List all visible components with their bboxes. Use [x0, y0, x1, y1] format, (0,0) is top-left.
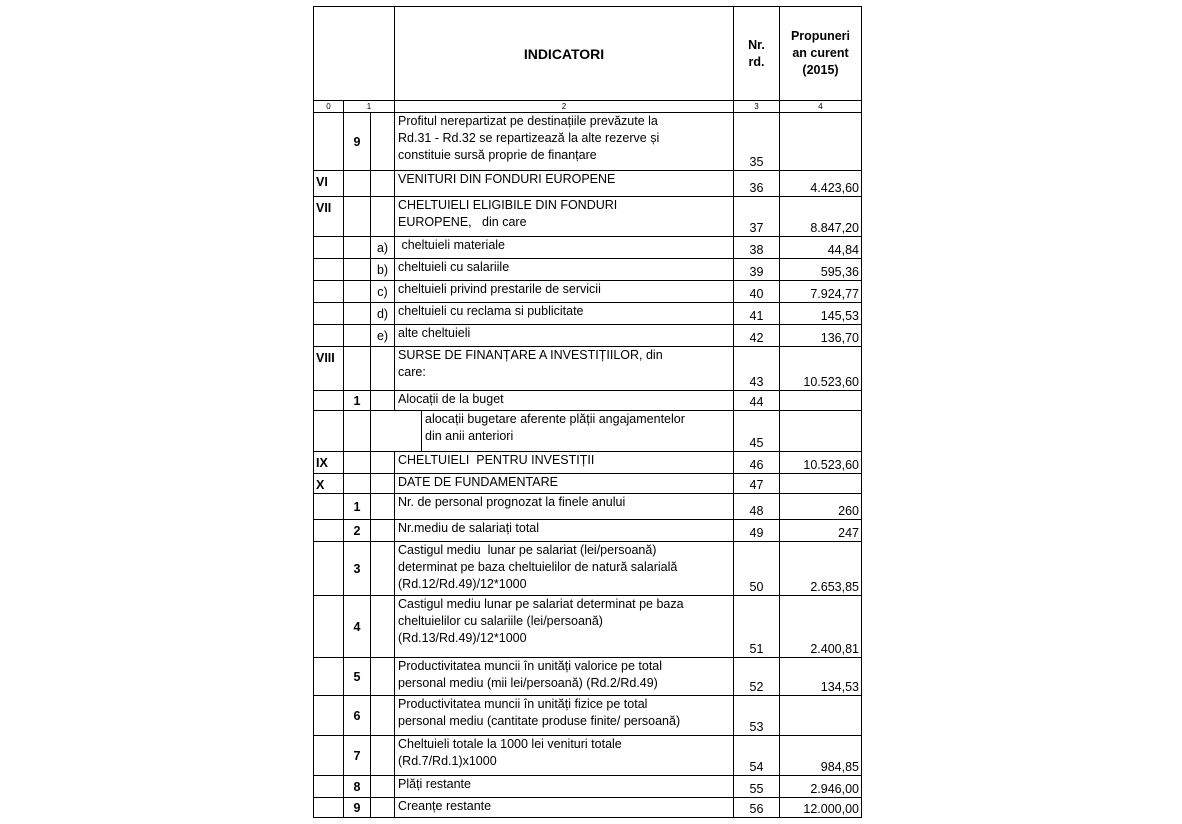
roman-numeral-cell: [314, 391, 344, 411]
table-row: [314, 542, 862, 596]
indicator-text-line: Rd.31 - Rd.32 se repartizează la alte rezerve și: [398, 131, 660, 145]
item-number-cell: 9: [344, 798, 371, 818]
roman-numeral-cell: [314, 798, 344, 818]
indicator-text-cell: [395, 237, 734, 259]
value-cell: 10.523,60: [780, 347, 862, 391]
value-cell: 12.000,00: [780, 798, 862, 818]
indicator-text-line: Cheltuieli totale la 1000 lei venituri totale: [398, 737, 622, 751]
column-index-row: [314, 101, 862, 113]
indicator-text-line: EUROPENE, din care: [398, 215, 527, 229]
header-rd-line: rd.: [748, 54, 765, 69]
sub-letter-cell: [371, 494, 395, 520]
sub-letter-cell: [371, 596, 395, 658]
row-number-cell: 49: [734, 520, 780, 542]
value-cell: [780, 113, 862, 171]
item-number-cell: [344, 303, 371, 325]
item-number-cell: [344, 474, 371, 494]
value-cell: [780, 411, 862, 452]
column-index-0: 0: [314, 101, 344, 113]
column-index-4: 4: [780, 101, 862, 113]
sub-letter-cell: d): [371, 303, 395, 325]
indicator-text-cell: [371, 411, 734, 452]
table-row: [314, 391, 862, 411]
indicator-text-cell: [395, 494, 734, 520]
table-row: [314, 696, 862, 736]
indicator-text-line: Productivitatea muncii în unități valorice pe total: [398, 659, 663, 673]
sub-letter-cell: [371, 542, 395, 596]
sub-letter-cell: b): [371, 259, 395, 281]
indicator-text-cell: [395, 391, 734, 411]
table-row: [314, 798, 862, 818]
row-number-cell: 35: [734, 113, 780, 171]
roman-numeral-cell: VI: [314, 171, 344, 197]
sub-letter-cell: c): [371, 281, 395, 303]
indicator-text-line: care:: [398, 365, 426, 379]
item-number-cell: 1: [344, 494, 371, 520]
item-number-cell: [344, 171, 371, 197]
sub-letter-cell: [371, 113, 395, 171]
indicator-text-line: Creanțe restante: [398, 799, 492, 813]
table-row: [314, 411, 862, 452]
indicator-text-cell: [395, 736, 734, 776]
item-number-cell: [344, 237, 371, 259]
indicator-text-line: cheltuieli cu reclama si publicitate: [398, 304, 584, 318]
indicator-text-line: Plăți restante: [398, 777, 471, 791]
header-nr-line: Nr.: [748, 37, 765, 52]
table-row: [314, 113, 862, 171]
sub-letter-cell: e): [371, 325, 395, 347]
indicator-text-cell: [395, 113, 734, 171]
indicator-text-line: cheltuielilor cu salariile (lei/persoană): [398, 614, 603, 628]
indicator-text-line: (Rd.13/Rd.49)/12*1000: [398, 631, 527, 645]
indicator-text-line: Nr.mediu de salariați total: [398, 521, 540, 535]
indicator-text-cell: [395, 596, 734, 658]
value-cell: 134,53: [780, 658, 862, 696]
indicator-text-line: cheltuieli privind prestarile de servicii: [398, 282, 601, 296]
value-cell: 2.946,00: [780, 776, 862, 798]
item-number-cell: [344, 281, 371, 303]
roman-numeral-cell: [314, 736, 344, 776]
indicator-text-line: SURSE DE FINANȚARE A INVESTIȚIILOR, din: [398, 348, 663, 362]
roman-numeral-cell: [314, 542, 344, 596]
roman-numeral-cell: [314, 303, 344, 325]
indicators-table: [313, 6, 862, 818]
indicator-text-line: personal mediu (cantitate produse finite/ persoană): [398, 714, 681, 728]
column-index-1: 1: [344, 101, 395, 113]
roman-numeral-cell: IX: [314, 452, 344, 474]
value-cell: 136,70: [780, 325, 862, 347]
item-number-cell: 4: [344, 596, 371, 658]
table-row: [314, 347, 862, 391]
indicator-text-line: (Rd.7/Rd.1)x1000: [398, 754, 497, 768]
roman-numeral-cell: [314, 259, 344, 281]
indicator-text-line: Productivitatea muncii în unități fizice pe total: [398, 697, 648, 711]
value-cell: 984,85: [780, 736, 862, 776]
indicator-text-line: alte cheltuieli: [398, 326, 471, 340]
header-row: [314, 7, 862, 101]
row-number-cell: 52: [734, 658, 780, 696]
sub-letter-cell: [371, 171, 395, 197]
item-number-cell: [344, 452, 371, 474]
sub-letter-cell: [371, 696, 395, 736]
indicator-text-cell: [395, 798, 734, 818]
table-row: [314, 303, 862, 325]
roman-numeral-cell: [314, 520, 344, 542]
value-cell: 8.847,20: [780, 197, 862, 237]
sub-letter-cell: [371, 197, 395, 237]
item-number-cell: [344, 259, 371, 281]
indicator-text-cell: [395, 452, 734, 474]
roman-numeral-cell: [314, 494, 344, 520]
roman-numeral-cell: [314, 411, 344, 452]
value-cell: 7.924,77: [780, 281, 862, 303]
indicator-text-line: DATE DE FUNDAMENTARE: [398, 475, 558, 489]
sub-letter-cell: [371, 347, 395, 391]
indicator-text-cell: [395, 776, 734, 798]
row-number-cell: 38: [734, 237, 780, 259]
item-number-cell: 8: [344, 776, 371, 798]
row-number-cell: 56: [734, 798, 780, 818]
row-number-cell: 36: [734, 171, 780, 197]
indicator-text-line: Castigul mediu lunar pe salariat determinat pe baza: [398, 597, 684, 611]
table-row: [314, 452, 862, 474]
indicator-text-cell: [395, 520, 734, 542]
row-number-cell: 50: [734, 542, 780, 596]
row-number-cell: 45: [734, 411, 780, 452]
indicator-text-cell: [395, 696, 734, 736]
row-number-cell: 40: [734, 281, 780, 303]
table-row: [314, 658, 862, 696]
row-number-cell: 54: [734, 736, 780, 776]
item-number-cell: 5: [344, 658, 371, 696]
header-propuneri-line-2: an curent: [792, 46, 849, 60]
sub-letter-cell: [371, 776, 395, 798]
table-row: [314, 474, 862, 494]
table-row: [314, 259, 862, 281]
indicator-text-cell: [395, 303, 734, 325]
value-cell: [780, 474, 862, 494]
item-number-cell: [344, 325, 371, 347]
sub-letter-cell: [371, 798, 395, 818]
indicator-text-cell: [395, 542, 734, 596]
indent-spacer: [371, 411, 422, 451]
table-row: [314, 171, 862, 197]
header-propuneri-line-3: (2015): [802, 63, 839, 77]
row-number-cell: 55: [734, 776, 780, 798]
value-cell: 44,84: [780, 237, 862, 259]
indicator-text-cell: [395, 197, 734, 237]
value-cell: 247: [780, 520, 862, 542]
roman-numeral-cell: [314, 596, 344, 658]
row-number-cell: 48: [734, 494, 780, 520]
row-number-cell: 39: [734, 259, 780, 281]
value-cell: 4.423,60: [780, 171, 862, 197]
column-index-3: 3: [734, 101, 780, 113]
value-cell: 2.400,81: [780, 596, 862, 658]
item-number-cell: 7: [344, 736, 371, 776]
column-index-2: 2: [395, 101, 734, 113]
value-cell: 595,36: [780, 259, 862, 281]
sub-letter-cell: [371, 658, 395, 696]
indicator-text-cell: [395, 171, 734, 197]
item-number-cell: [344, 197, 371, 237]
roman-numeral-cell: [314, 113, 344, 171]
indicator-text-block: [422, 411, 688, 451]
indicator-text-line: cheltuieli cu salariile: [398, 260, 510, 274]
table-row: [314, 281, 862, 303]
row-number-cell: 46: [734, 452, 780, 474]
header-blank-cell: [314, 7, 395, 101]
row-number-cell: 41: [734, 303, 780, 325]
row-number-cell: 51: [734, 596, 780, 658]
value-cell: 145,53: [780, 303, 862, 325]
indicator-text-line: Castigul mediu lunar pe salariat (lei/persoană): [398, 543, 657, 557]
roman-numeral-cell: [314, 658, 344, 696]
row-number-cell: 42: [734, 325, 780, 347]
indicator-text-cell: [395, 474, 734, 494]
indicator-text-cell: [395, 347, 734, 391]
value-cell: [780, 391, 862, 411]
indicator-text-cell: [395, 259, 734, 281]
indicator-text-line: alocații bugetare aferente plății angajamentelor: [425, 412, 685, 426]
indicator-text-line: Nr. de personal prognozat la finele anului: [398, 495, 626, 509]
item-number-cell: [344, 411, 371, 452]
item-number-cell: [344, 347, 371, 391]
table-row: [314, 197, 862, 237]
roman-numeral-cell: VII: [314, 197, 344, 237]
indicator-text-line: CHELTUIELI PENTRU INVESTIȚII: [398, 453, 595, 467]
indicator-text-cell: [395, 281, 734, 303]
item-number-cell: 9: [344, 113, 371, 171]
sub-letter-cell: a): [371, 237, 395, 259]
row-number-cell: 47: [734, 474, 780, 494]
roman-numeral-cell: [314, 281, 344, 303]
row-number-cell: 53: [734, 696, 780, 736]
sub-letter-cell: [371, 520, 395, 542]
value-cell: [780, 696, 862, 736]
indicator-text-line: Profitul nerepartizat pe destinațiile prevăzute la: [398, 114, 658, 128]
roman-numeral-cell: [314, 696, 344, 736]
value-cell: 2.653,85: [780, 542, 862, 596]
table-row: [314, 325, 862, 347]
sub-letter-cell: [371, 452, 395, 474]
indicator-text-line: cheltuieli materiale: [398, 238, 505, 252]
table-row: [314, 736, 862, 776]
value-cell: 260: [780, 494, 862, 520]
indicator-text-line: constituie sursă proprie de finanțare: [398, 148, 597, 162]
roman-numeral-cell: X: [314, 474, 344, 494]
roman-numeral-cell: [314, 776, 344, 798]
indicator-text-cell: [395, 325, 734, 347]
header-indicatori: INDICATORI: [395, 7, 734, 101]
header-propuneri: [780, 7, 862, 101]
sub-letter-cell: [371, 474, 395, 494]
indicator-text-line: Alocații de la buget: [398, 392, 504, 406]
table-row: [314, 494, 862, 520]
row-number-cell: 37: [734, 197, 780, 237]
table-row: [314, 776, 862, 798]
header-propuneri-line-1: Propuneri: [790, 29, 851, 43]
table-row: [314, 520, 862, 542]
indicator-text-line: personal mediu (mii lei/persoană) (Rd.2/Rd.49): [398, 676, 658, 690]
roman-numeral-cell: [314, 325, 344, 347]
item-number-cell: 1: [344, 391, 371, 411]
row-number-cell: 43: [734, 347, 780, 391]
table-row: [314, 237, 862, 259]
indicator-text-cell: [395, 658, 734, 696]
value-cell: 10.523,60: [780, 452, 862, 474]
indicator-text-line: CHELTUIELI ELIGIBILE DIN FONDURI: [398, 198, 618, 212]
sub-letter-cell: [371, 391, 395, 411]
indicator-text-line: determinat pe baza cheltuielilor de natură salarială: [398, 560, 678, 574]
indicator-text-line: (Rd.12/Rd.49)/12*1000: [398, 577, 527, 591]
roman-numeral-cell: VIII: [314, 347, 344, 391]
sub-letter-cell: [371, 736, 395, 776]
table-row: [314, 596, 862, 658]
item-number-cell: 6: [344, 696, 371, 736]
item-number-cell: 2: [344, 520, 371, 542]
indicator-text-line: VENITURI DIN FONDURI EUROPENE: [398, 172, 616, 186]
item-number-cell: 3: [344, 542, 371, 596]
indicator-text-line: din anii anteriori: [425, 429, 514, 443]
roman-numeral-cell: [314, 237, 344, 259]
row-number-cell: 44: [734, 391, 780, 411]
header-nr-rd: [734, 7, 780, 101]
